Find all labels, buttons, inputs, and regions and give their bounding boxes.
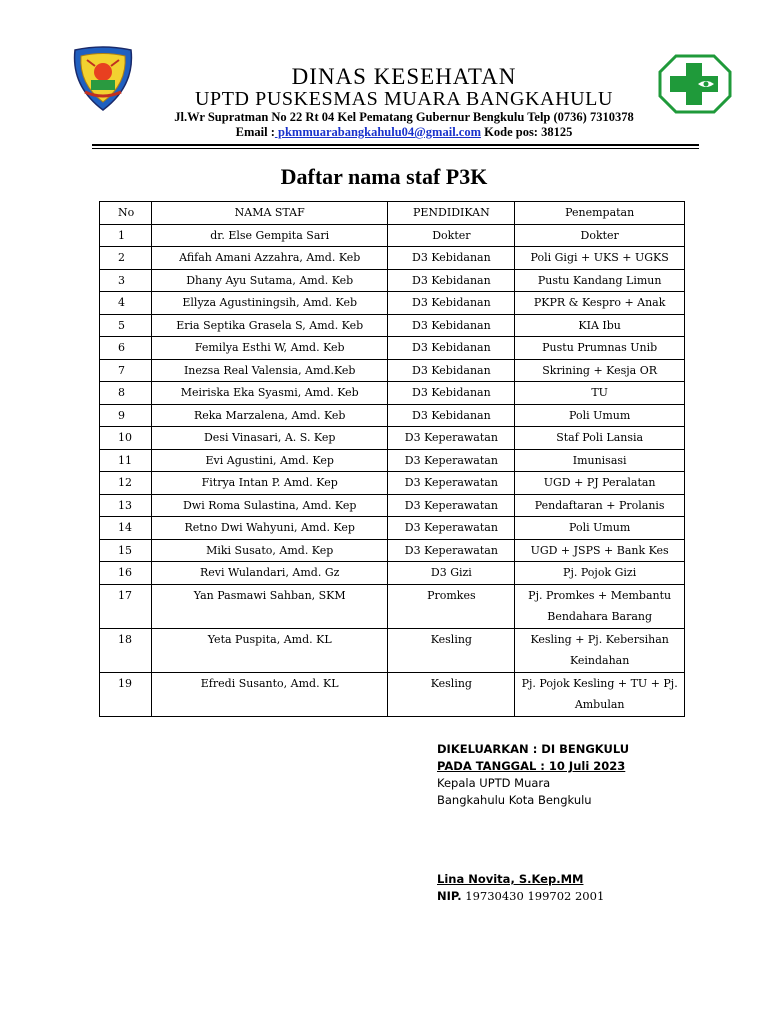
table-row (100, 584, 685, 628)
nip-label: NIP. (437, 889, 462, 903)
cell-pendidikan: D3 Keperawatan (388, 427, 515, 450)
cell-penempatan: Pustu Kandang Limun (515, 269, 685, 292)
cell-no: 6 (100, 337, 152, 360)
cell-penempatan: Kesling + Pj. Kebersihan Keindahan (515, 628, 685, 672)
cell-no: 1 (100, 224, 152, 247)
cell-nama-staf: Retno Dwi Wahyuni, Amd. Kep (151, 517, 387, 540)
table-row (100, 449, 685, 472)
table-row (100, 337, 685, 360)
issued-place: DIKELUARKAN : DI BENGKULU (437, 742, 630, 756)
staff-table (99, 201, 685, 717)
table-row (100, 269, 685, 292)
cell-pendidikan: D3 Keperawatan (388, 494, 515, 517)
cell-pendidikan: D3 Kebidanan (388, 337, 515, 360)
cell-nama-staf: dr. Else Gempita Sari (151, 224, 387, 247)
cell-nama-staf: Reka Marzalena, Amd. Keb (151, 404, 387, 427)
signer-position-line2: Bangkahulu Kota Bengkulu (437, 793, 592, 807)
cell-penempatan: TU (515, 382, 685, 405)
cell-nama-staf: Miki Susato, Amd. Kep (151, 539, 387, 562)
cell-pendidikan: Promkes (388, 584, 515, 628)
letterhead-address: Jl.Wr Supratman No 22 Rt 04 Kel Pematang Gubernur Bengkulu Telp (0736) 7310378 (174, 110, 634, 124)
cell-nama-staf: Inezsa Real Valensia, Amd.Keb (151, 359, 387, 382)
cell-nama-staf: Dwi Roma Sulastina, Amd. Kep (151, 494, 387, 517)
cell-penempatan: Pendaftaran + Prolanis (515, 494, 685, 517)
cell-nama-staf: Dhany Ayu Sutama, Amd. Keb (151, 269, 387, 292)
table-row (100, 628, 685, 672)
cell-pendidikan: D3 Gizi (388, 562, 515, 585)
cell-penempatan: Pj. Promkes + Membantu Bendahara Barang (515, 584, 685, 628)
cell-pendidikan: D3 Kebidanan (388, 359, 515, 382)
cell-penempatan: UGD + PJ Peralatan (515, 472, 685, 495)
cell-pendidikan: Kesling (388, 672, 515, 716)
cell-nama-staf: Yeta Puspita, Amd. KL (151, 628, 387, 672)
cell-penempatan: KIA Ibu (515, 314, 685, 337)
cell-nama-staf: Revi Wulandari, Amd. Gz (151, 562, 387, 585)
table-row (100, 292, 685, 315)
cell-no: 4 (100, 292, 152, 315)
cell-no: 8 (100, 382, 152, 405)
cell-pendidikan: D3 Keperawatan (388, 539, 515, 562)
table-row (100, 539, 685, 562)
cell-nama-staf: Efredi Susanto, Amd. KL (151, 672, 387, 716)
cell-penempatan: Pustu Prumnas Unib (515, 337, 685, 360)
letterhead-divider-thin (92, 148, 699, 149)
table-row (100, 472, 685, 495)
cell-no: 10 (100, 427, 152, 450)
cell-no: 13 (100, 494, 152, 517)
cell-penempatan: Imunisasi (515, 449, 685, 472)
cell-nama-staf: Desi Vinasari, A. S. Kep (151, 427, 387, 450)
document-title: Daftar nama staf P3K (280, 164, 488, 189)
cell-nama-staf: Femilya Esthi W, Amd. Keb (151, 337, 387, 360)
header-penempatan: Penempatan (515, 202, 685, 225)
nip-number: 19730430 199702 2001 (461, 889, 605, 903)
cell-penempatan: Poli Umum (515, 517, 685, 540)
cell-penempatan: Skrining + Kesja OR (515, 359, 685, 382)
table-row (100, 247, 685, 270)
cell-pendidikan: Dokter (388, 224, 515, 247)
cell-no: 7 (100, 359, 152, 382)
issued-date: PADA TANGGAL : 10 Juli 2023 (437, 759, 626, 773)
letterhead-contact (0, 125, 768, 140)
cell-pendidikan: D3 Kebidanan (388, 269, 515, 292)
cell-pendidikan: D3 Keperawatan (388, 449, 515, 472)
cell-nama-staf: Afifah Amani Azzahra, Amd. Keb (151, 247, 387, 270)
cell-penempatan: Pj. Pojok Kesling + TU + Pj. Ambulan (515, 672, 685, 716)
table-row (100, 494, 685, 517)
cell-pendidikan: D3 Keperawatan (388, 517, 515, 540)
postal-code: Kode pos: 38125 (481, 125, 573, 139)
signer-name: Lina Novita, S.Kep.MM (437, 872, 584, 886)
table-row (100, 382, 685, 405)
table-row (100, 224, 685, 247)
table-row (100, 672, 685, 716)
cell-penempatan: Poli Umum (515, 404, 685, 427)
cell-pendidikan: D3 Kebidanan (388, 247, 515, 270)
signer-nip (437, 889, 604, 903)
cell-nama-staf: Ellyza Agustiningsih, Amd. Keb (151, 292, 387, 315)
cell-pendidikan: D3 Kebidanan (388, 292, 515, 315)
letterhead-agency: DINAS KESEHATAN (291, 64, 517, 89)
signer-position-line1: Kepala UPTD Muara (437, 776, 551, 790)
cell-penempatan: PKPR & Kespro + Anak (515, 292, 685, 315)
cell-no: 12 (100, 472, 152, 495)
cell-no: 3 (100, 269, 152, 292)
cell-nama-staf: Eria Septika Grasela S, Amd. Keb (151, 314, 387, 337)
cell-nama-staf: Meiriska Eka Syasmi, Amd. Keb (151, 382, 387, 405)
table-row (100, 427, 685, 450)
cell-penempatan: UGD + JSPS + Bank Kes (515, 539, 685, 562)
cell-penempatan: Poli Gigi + UKS + UGKS (515, 247, 685, 270)
cell-no: 14 (100, 517, 152, 540)
cell-penempatan: Dokter (515, 224, 685, 247)
table-header-row (100, 202, 685, 225)
header-no: No (100, 202, 152, 225)
letterhead-institution: UPTD PUSKESMAS MUARA BANGKAHULU (194, 88, 614, 110)
letterhead-divider (92, 144, 699, 146)
email-label: Email : (235, 125, 275, 139)
cell-no: 9 (100, 404, 152, 427)
header-pendidikan: PENDIDIKAN (388, 202, 515, 225)
table-row (100, 562, 685, 585)
cell-no: 19 (100, 672, 152, 716)
cell-no: 2 (100, 247, 152, 270)
email-link[interactable]: pkmmuarabangkahulu04@gmail.com (274, 125, 482, 139)
cell-no: 11 (100, 449, 152, 472)
cell-pendidikan: D3 Kebidanan (388, 382, 515, 405)
cell-pendidikan: D3 Keperawatan (388, 472, 515, 495)
cell-pendidikan: D3 Kebidanan (388, 314, 515, 337)
cell-no: 18 (100, 628, 152, 672)
cell-nama-staf: Yan Pasmawi Sahban, SKM (151, 584, 387, 628)
cell-no: 16 (100, 562, 152, 585)
cell-penempatan: Staf Poli Lansia (515, 427, 685, 450)
header-nama-staf: NAMA STAF (151, 202, 387, 225)
cell-no: 15 (100, 539, 152, 562)
table-row (100, 404, 685, 427)
cell-penempatan: Pj. Pojok Gizi (515, 562, 685, 585)
cell-no: 5 (100, 314, 152, 337)
cell-nama-staf: Evi Agustini, Amd. Kep (151, 449, 387, 472)
cell-pendidikan: D3 Kebidanan (388, 404, 515, 427)
table-row (100, 314, 685, 337)
cell-nama-staf: Fitrya Intan P. Amd. Kep (151, 472, 387, 495)
cell-no: 17 (100, 584, 152, 628)
table-row (100, 359, 685, 382)
table-row (100, 517, 685, 540)
cell-pendidikan: Kesling (388, 628, 515, 672)
